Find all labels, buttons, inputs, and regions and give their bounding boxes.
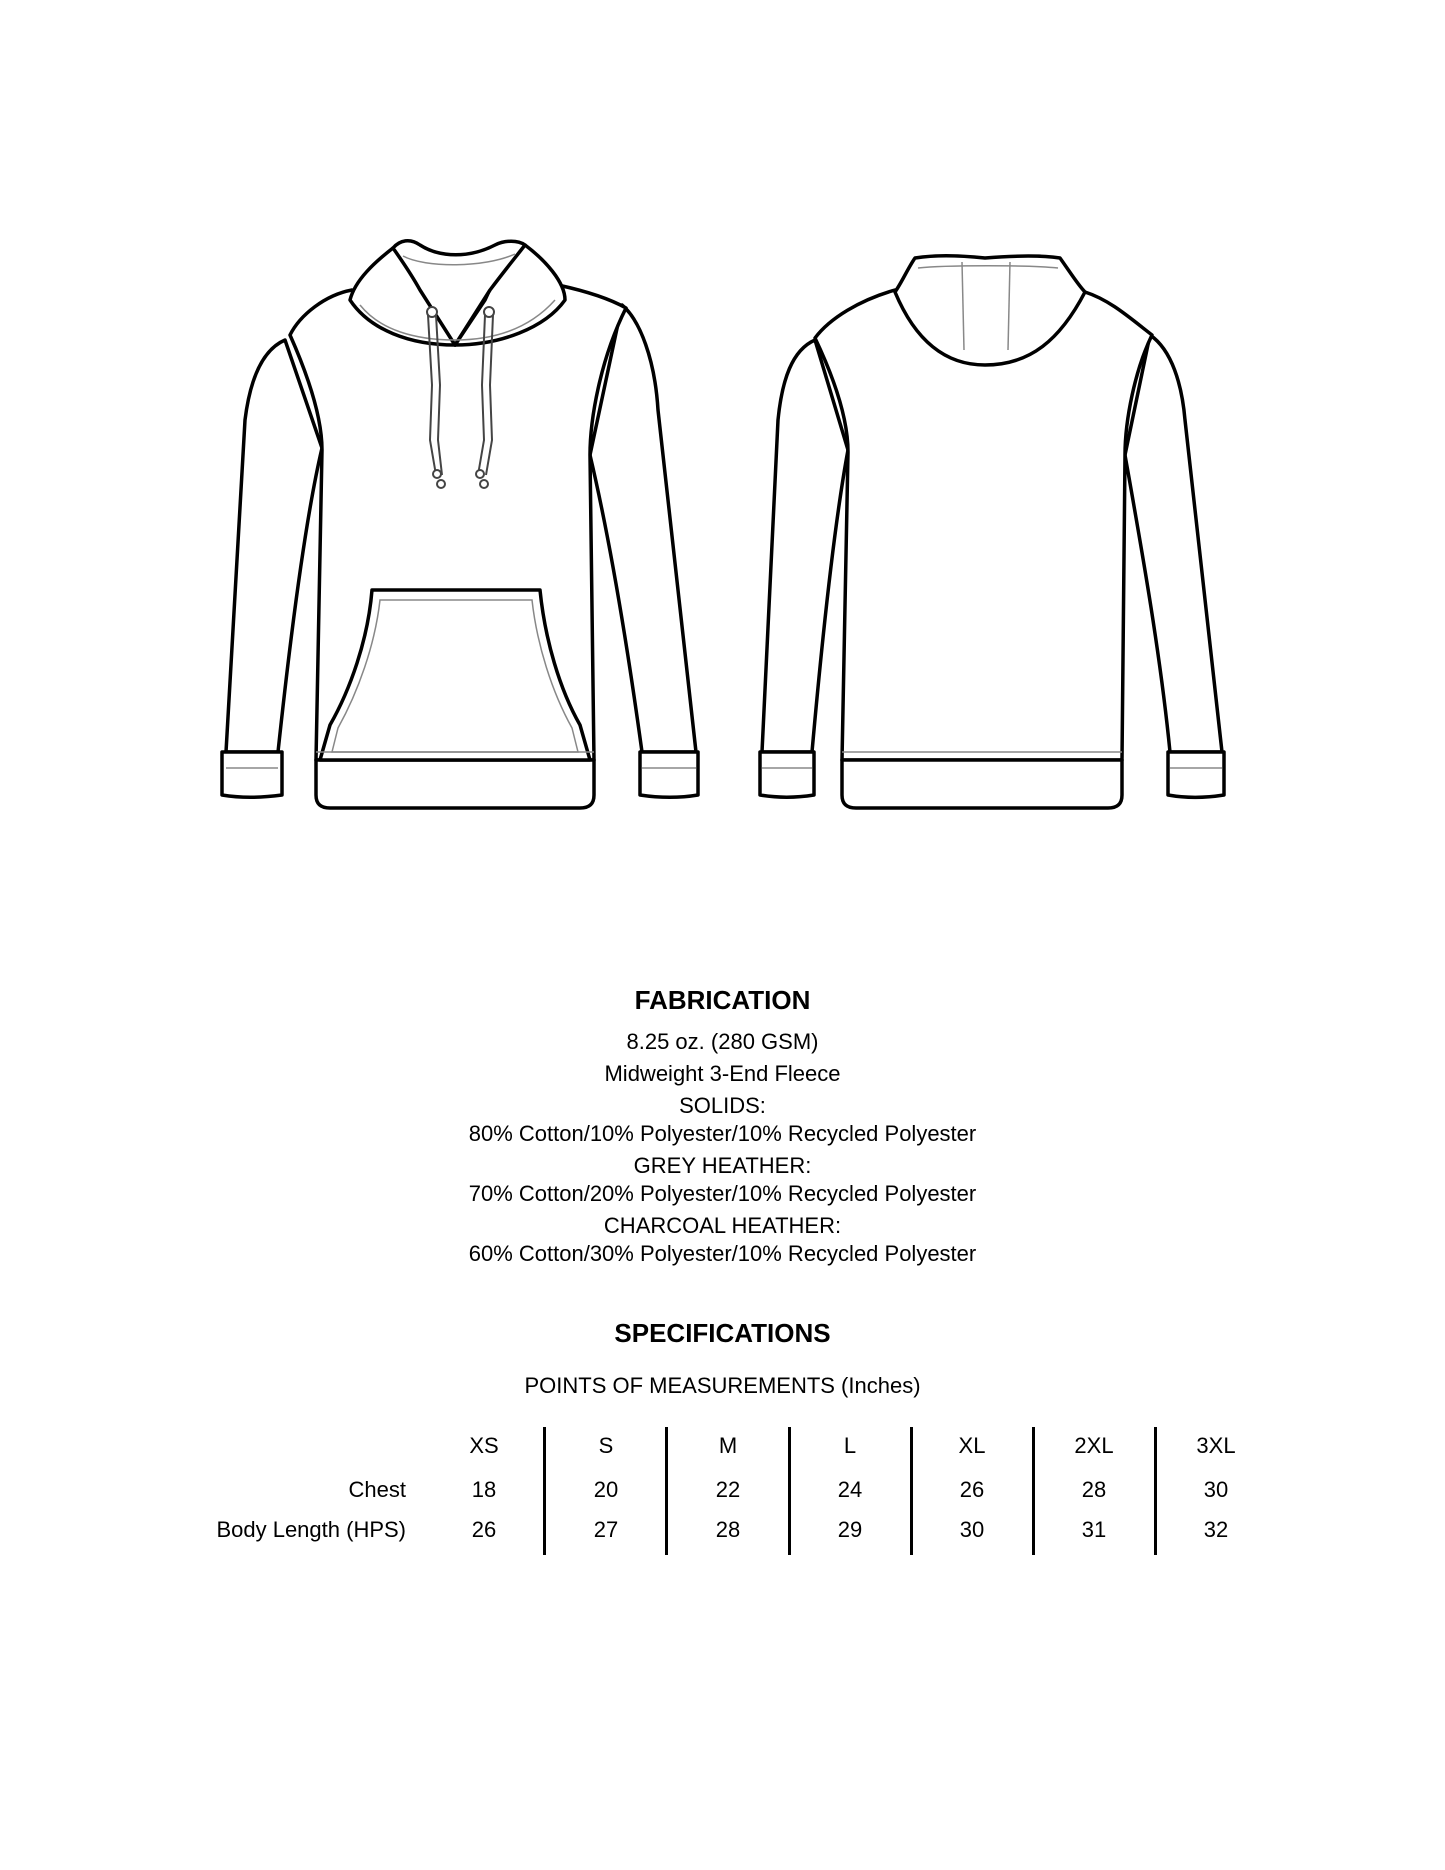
grey-heather-composition: 70% Cotton/20% Polyester/10% Recycled Polyester (468, 1181, 977, 1206)
column-divider (788, 1427, 791, 1555)
column-divider (910, 1427, 913, 1555)
back-waistband (842, 760, 1122, 808)
row-label-body-length: Body Length (HPS) (216, 1517, 406, 1542)
fabrication-heading: FABRICATION (634, 985, 811, 1015)
fabric-type: Midweight 3-End Fleece (604, 1061, 841, 1086)
size-header: 3XL (1196, 1433, 1236, 1458)
front-right-sleeve (590, 305, 696, 752)
back-right-cuff (1168, 752, 1224, 797)
column-divider (665, 1427, 668, 1555)
table-cell: 32 (1203, 1517, 1229, 1542)
fabrication-details (0, 1028, 1445, 1268)
table-cell: 26 (959, 1477, 985, 1502)
table-cell: 20 (593, 1477, 619, 1502)
size-header: XS (469, 1433, 499, 1458)
charcoal-heather-composition: 60% Cotton/30% Polyester/10% Recycled Polyester (468, 1241, 977, 1266)
size-spec-table (0, 1425, 1445, 1555)
size-header: S (598, 1433, 614, 1458)
front-waistband (316, 760, 594, 808)
table-cell: 29 (837, 1517, 863, 1542)
hoodie-back-view (760, 256, 1224, 808)
column-divider (543, 1427, 546, 1555)
table-cell: 30 (1203, 1477, 1229, 1502)
table-cell: 26 (471, 1517, 497, 1542)
size-header: XL (958, 1433, 986, 1458)
size-header: L (843, 1433, 857, 1458)
grey-heather-label: GREY HEATHER: (633, 1153, 812, 1178)
column-divider (1154, 1427, 1157, 1555)
back-right-sleeve (1125, 335, 1222, 752)
front-left-sleeve (226, 340, 322, 752)
points-of-measurement-title: POINTS OF MEASUREMENTS (Inches) (524, 1373, 921, 1398)
size-header: 2XL (1074, 1433, 1114, 1458)
table-cell: 28 (715, 1517, 741, 1542)
table-cell: 28 (1081, 1477, 1107, 1502)
table-cell: 31 (1081, 1517, 1107, 1542)
solids-label: SOLIDS: (679, 1093, 766, 1118)
front-left-cuff (222, 752, 282, 797)
fabric-weight: 8.25 oz. (280 GSM) (626, 1029, 819, 1054)
table-cell: 27 (593, 1517, 619, 1542)
column-divider (1032, 1427, 1035, 1555)
specifications-heading: SPECIFICATIONS (614, 1318, 831, 1348)
table-cell: 24 (837, 1477, 863, 1502)
back-left-cuff (760, 752, 814, 797)
table-cell: 22 (715, 1477, 741, 1502)
size-header: M (718, 1433, 738, 1458)
charcoal-heather-label: CHARCOAL HEATHER: (603, 1213, 842, 1238)
table-cell: 18 (471, 1477, 497, 1502)
hoodie-front-view (222, 241, 698, 808)
table-cell: 30 (959, 1517, 985, 1542)
back-left-sleeve (762, 340, 848, 752)
hoodie-illustration (0, 0, 1445, 880)
solids-composition: 80% Cotton/10% Polyester/10% Recycled Polyester (468, 1121, 977, 1146)
front-right-cuff (640, 752, 698, 797)
row-label-chest: Chest (348, 1477, 406, 1502)
